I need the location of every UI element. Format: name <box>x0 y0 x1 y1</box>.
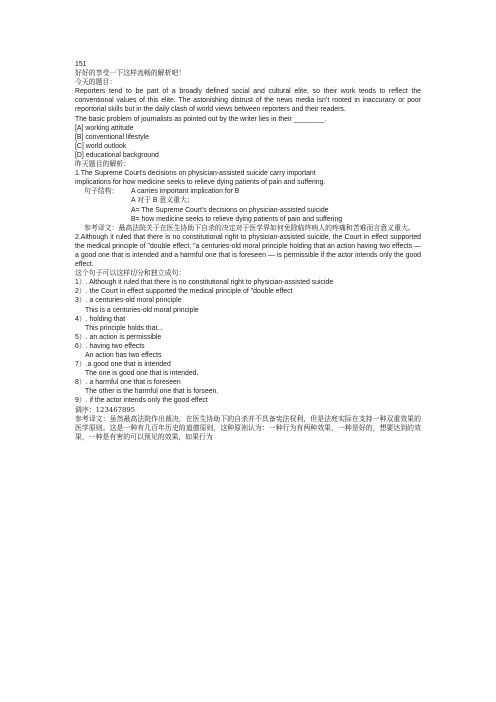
split-item: 1）. Although it ruled that there is no constitutional right to physician-assisted suicide <box>75 279 334 287</box>
split-item: 6）. having two effects <box>75 342 145 350</box>
order-value: 123467895 <box>95 405 136 414</box>
split-intro: 这个句子可以这样切分和独立成句： <box>75 269 186 278</box>
analysis-heading: 昨天题目的解析： <box>75 160 131 169</box>
split-rewrite: The other is the harmful one that is forseen. <box>85 388 219 396</box>
sentence-1-line-2: implications for how medicine seeks to relieve dying patients of pain and suffering. <box>75 179 326 187</box>
option-item: [C] world outlook <box>75 142 127 150</box>
split-rewrite: This is a centuries-old moral principle <box>85 306 199 314</box>
passage-paragraph: Reporters tend to be part of a broadly defined social and cultural elite, so their work tends to reflect the conventional values of this elite. The astonishing distrust of the news media isn’t rooted in inaccuracy or poor reportorial skills but in the daily clash of world views between reporters and their readers. <box>75 88 421 114</box>
sentence-2-text: 2.Although it ruled that there is no constitutional right to physician-assisted suicide, the Court in effect supported the medical principle of "double effect, "a centuries-old moral principle holding that an action having two effects — a good one that is intended and a harmful one that is foreseen — is permissible if the actor intends only the good effect. <box>75 233 421 269</box>
answer-options <box>75 124 421 160</box>
page-number: 151 <box>75 61 87 68</box>
sentence-1-translation: 参考译文：最高法院关于在医生协助下自杀的决定对于医学界如何免除临终病人的疼痛和苦难而言意义重大。 <box>84 223 415 232</box>
structure-line: A carries important implication for B <box>131 188 240 196</box>
question-stem: The basic problem of journalists as pointed out by the writer lies in their ________. <box>75 115 327 123</box>
split-rewrite: This principle holds that... <box>85 324 164 332</box>
split-item: 4）. holding that <box>75 315 126 323</box>
split-item: 2）. the Court in effect supported the medical principle of "double effect <box>75 288 293 296</box>
option-item: [A] working attitude <box>75 124 134 132</box>
structure-label: 句子结构： <box>84 187 119 196</box>
split-rewrite: The one is good one that is intended. <box>85 370 199 378</box>
order-line <box>75 406 421 415</box>
split-list <box>75 278 421 405</box>
option-item: [D] educational background <box>75 151 159 159</box>
structure-line: A 对于 B 意义重大； <box>131 197 194 205</box>
split-item: 3）. a centuries-old moral principle <box>75 297 182 305</box>
option-item: [B] conventional lifestyle <box>75 133 149 141</box>
split-item: 9）. if the actor intends only the good effect <box>75 397 208 405</box>
structure-line: A= The Supreme Court's decisions on physician-assisted suicide <box>131 206 329 214</box>
order-label: 调序： <box>75 405 96 414</box>
split-item: 7）.a good one that is intended <box>75 361 171 369</box>
sentence-2-translation: 参考译文：虽然最高法院作出裁决，在医生协助下的自杀并不具备宪法权利，但是法庭实际在支持一种双重效果的医学原则。这是一种有几百年历史的道德原则，这种原则认为：一种行为有两种效果，一种是好的，想要达到的效果，一种是有害的可以预见的效果，如果行为 <box>75 414 421 441</box>
split-rewrite: An action has two effects <box>85 352 162 359</box>
today-question-heading: 今天的题目： <box>75 78 117 87</box>
structure-line: B= how medicine seeks to relieve dying patients of pain and suffering <box>131 215 343 223</box>
sentence-1-structure <box>75 187 421 223</box>
document-page <box>75 60 421 442</box>
split-item: 5）. an action is permissible <box>75 333 162 341</box>
sentence-1-line-1: 1.The Supreme Court's decisions on physician-assisted suicide carry important <box>75 170 316 178</box>
split-item: 8）. a harmful one that is foreseen <box>75 379 181 387</box>
intro-line: 好好的享受一下这样流畅的解析吧！ <box>75 69 186 78</box>
